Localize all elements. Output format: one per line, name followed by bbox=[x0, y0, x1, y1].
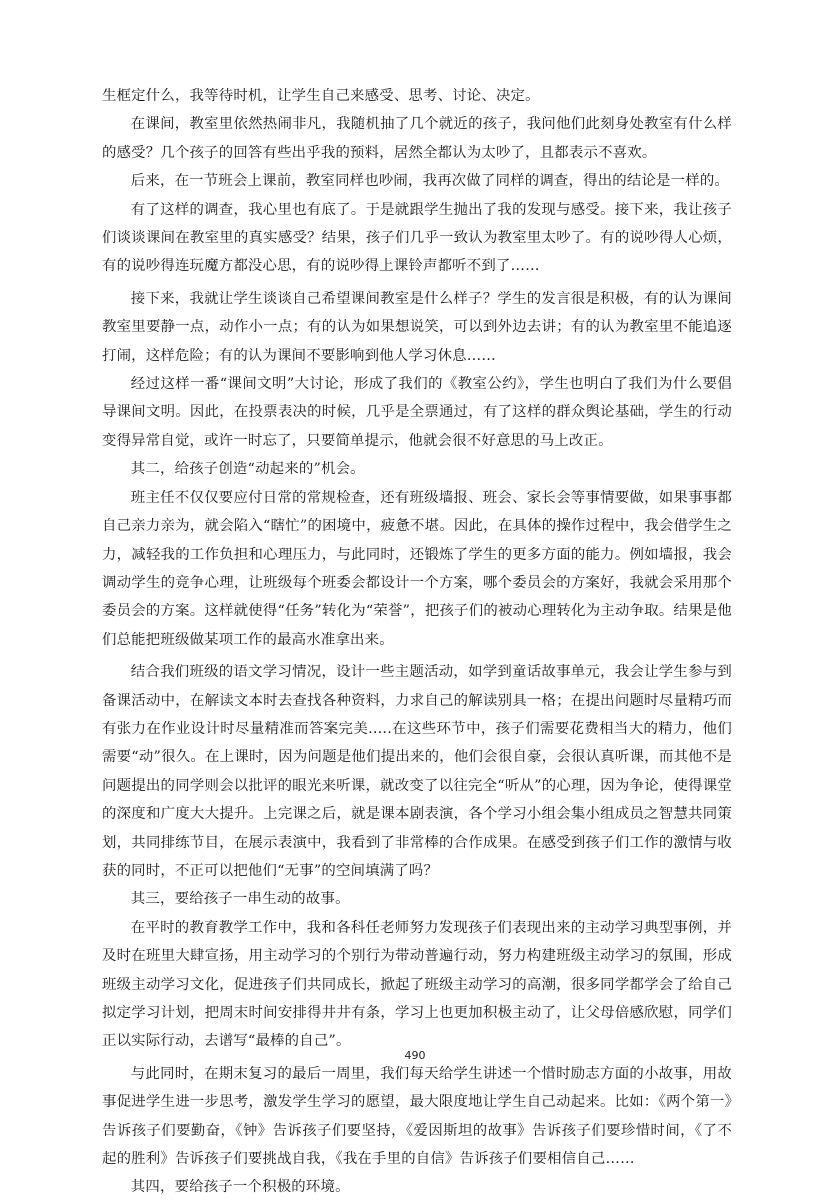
section-heading: 其四，要给孩子一个积极的环境。 bbox=[130, 1179, 350, 1196]
paragraph: 接下来，我就让学生谈谈自己希望课间教室是什么样子？学生的发言很是积极，有的认为课间教室里要静一点，动作小一点；有的认为如果想说笑，可以到外边去讲；有的认为教室里不能追逐打闹，这样危险；有的认为课间不要影响到他人学习休息…… bbox=[102, 290, 732, 364]
body-text bbox=[102, 82, 732, 1202]
paragraph: 有了这样的调查，我心里也有底了。于是就跟学生抛出了我的发现与感受。接下来，我让孩子们谈谈课间在教室里的真实感受？结果，孩子们几乎一致认为教室里太吵了。有的说吵得人心烦，有的说吵得连玩魔方都没心思，有的说吵得上课铃声都听不到了…… bbox=[102, 201, 732, 275]
paragraph: 与此同时，在期末复习的最后一周里，我们每天给学生讲述一个惜时励志方面的小故事，用故事促进学生进一步思考，激发学生学习的愿望，最大限度地让学生自己动起来。比如：《两个第一》告诉孩子们要勤奋，《钟》告诉孩子们要坚持，《爱因斯坦的故事》告诉孩子们要珍惜时间，《了不起的胜利》告诉孩子们要挑战自我，《我在手里的自信》告诉孩子们要相信自己…… bbox=[102, 1065, 732, 1168]
paragraph: 结合我们班级的语文学习情况，设计一些主题活动，如学到童话故事单元，我会让学生参与到备课活动中，在解读文本时去查找各种资料，力求自己的解读别具一格；在提出问题时尽量精巧而有张力在作业设计时尽量精准而答案完美.....在这些环节中，孩子们需要花费相当大的精力，他们需要“动”很久。在上课时，因为问题是他们提出来的，他们会很自豪，会很认真听课，而其他不是问题提出的同学则会以批评的眼光来听课，就改变了以往完全“听从”的心理，因为争论，使得课堂的深度和广度大大提升。上完课之后，就是课本剧表演，各个学习小组会集小组成员之智慧共同策划，共同排练节目，在展示表演中，我看到了非常棒的合作成果。在感受到孩子们工作的激情与收获的同时，不正可以把他们“无事”的空间填满了吗？ bbox=[102, 664, 732, 879]
paragraph: 在课间，教室里依然热闹非凡，我随机抽了几个就近的孩子，我问他们此刻身处教室有什么样的感受？几个孩子的回答有些出乎我的预料，居然全都认为太吵了，且都表示不喜欢。 bbox=[102, 116, 732, 161]
section-heading: 其二，给孩子创造“动起来的”机会。 bbox=[130, 461, 365, 478]
paragraph: 在平时的教育教学工作中，我和各科任老师努力发现孩子们表现出来的主动学习典型事例，并及时在班里大肆宣扬，用主动学习的个别行为带动普遍行动，努力构建班级主动学习的氛围，形成班级主动学习文化，促进孩子们共同成长，掀起了班级主动学习的高潮，很多同学都学会了给自己拟定学习计划，把周末时间安排得井井有条，学习上也更加积极主动了，让父母倍感欣慰，同学们正以实际行动，去谱写“最棒的自己”。 bbox=[102, 919, 732, 1050]
paragraph: 经过这样一番“课间文明”大讨论，形成了我们的《教室公约》，学生也明白了我们为什么要倡导课间文明。因此，在投票表决的时候，几乎是全票通过，有了这样的群众舆论基础，学生的行动变得异常自觉，或许一时忘了，只要简单提示，他就会很不好意思的马上改正。 bbox=[102, 376, 732, 449]
page-number: 490 bbox=[404, 1049, 426, 1062]
paragraph: 班主任不仅仅要应付日常的常规检查，还有班级墙报、班会、家长会等事情要做，如果事事都自己亲力亲为，就会陷入“瞎忙”的困境中，疲惫不堪。因此，在具体的操作过程中，我会借学生之力，减轻我的工作负担和心理压力，与此同时，还锻炼了学生的更多方面的能力。例如墙报，我会调动学生的竞争心理，让班级每个班委会都设计一个方案，哪个委员会的方案好，我就会采用那个委员会的方案。这样就使得“任务”转化为“荣誉”，把孩子们的被动心理转化为主动争取。结果是他们总能把班级做某项工作的最高水准拿出来。 bbox=[102, 489, 732, 648]
section-heading: 其三，要给孩子一串生动的故事。 bbox=[130, 891, 350, 908]
paragraph-continuation: 生框定什么，我等待时机，让学生自己来感受、思考、讨论、决定。 bbox=[102, 88, 540, 104]
paragraph: 后来，在一节班会上课前，教室同样也吵闹，我再次做了同样的调查，得出的结论是一样的。 bbox=[130, 173, 730, 190]
